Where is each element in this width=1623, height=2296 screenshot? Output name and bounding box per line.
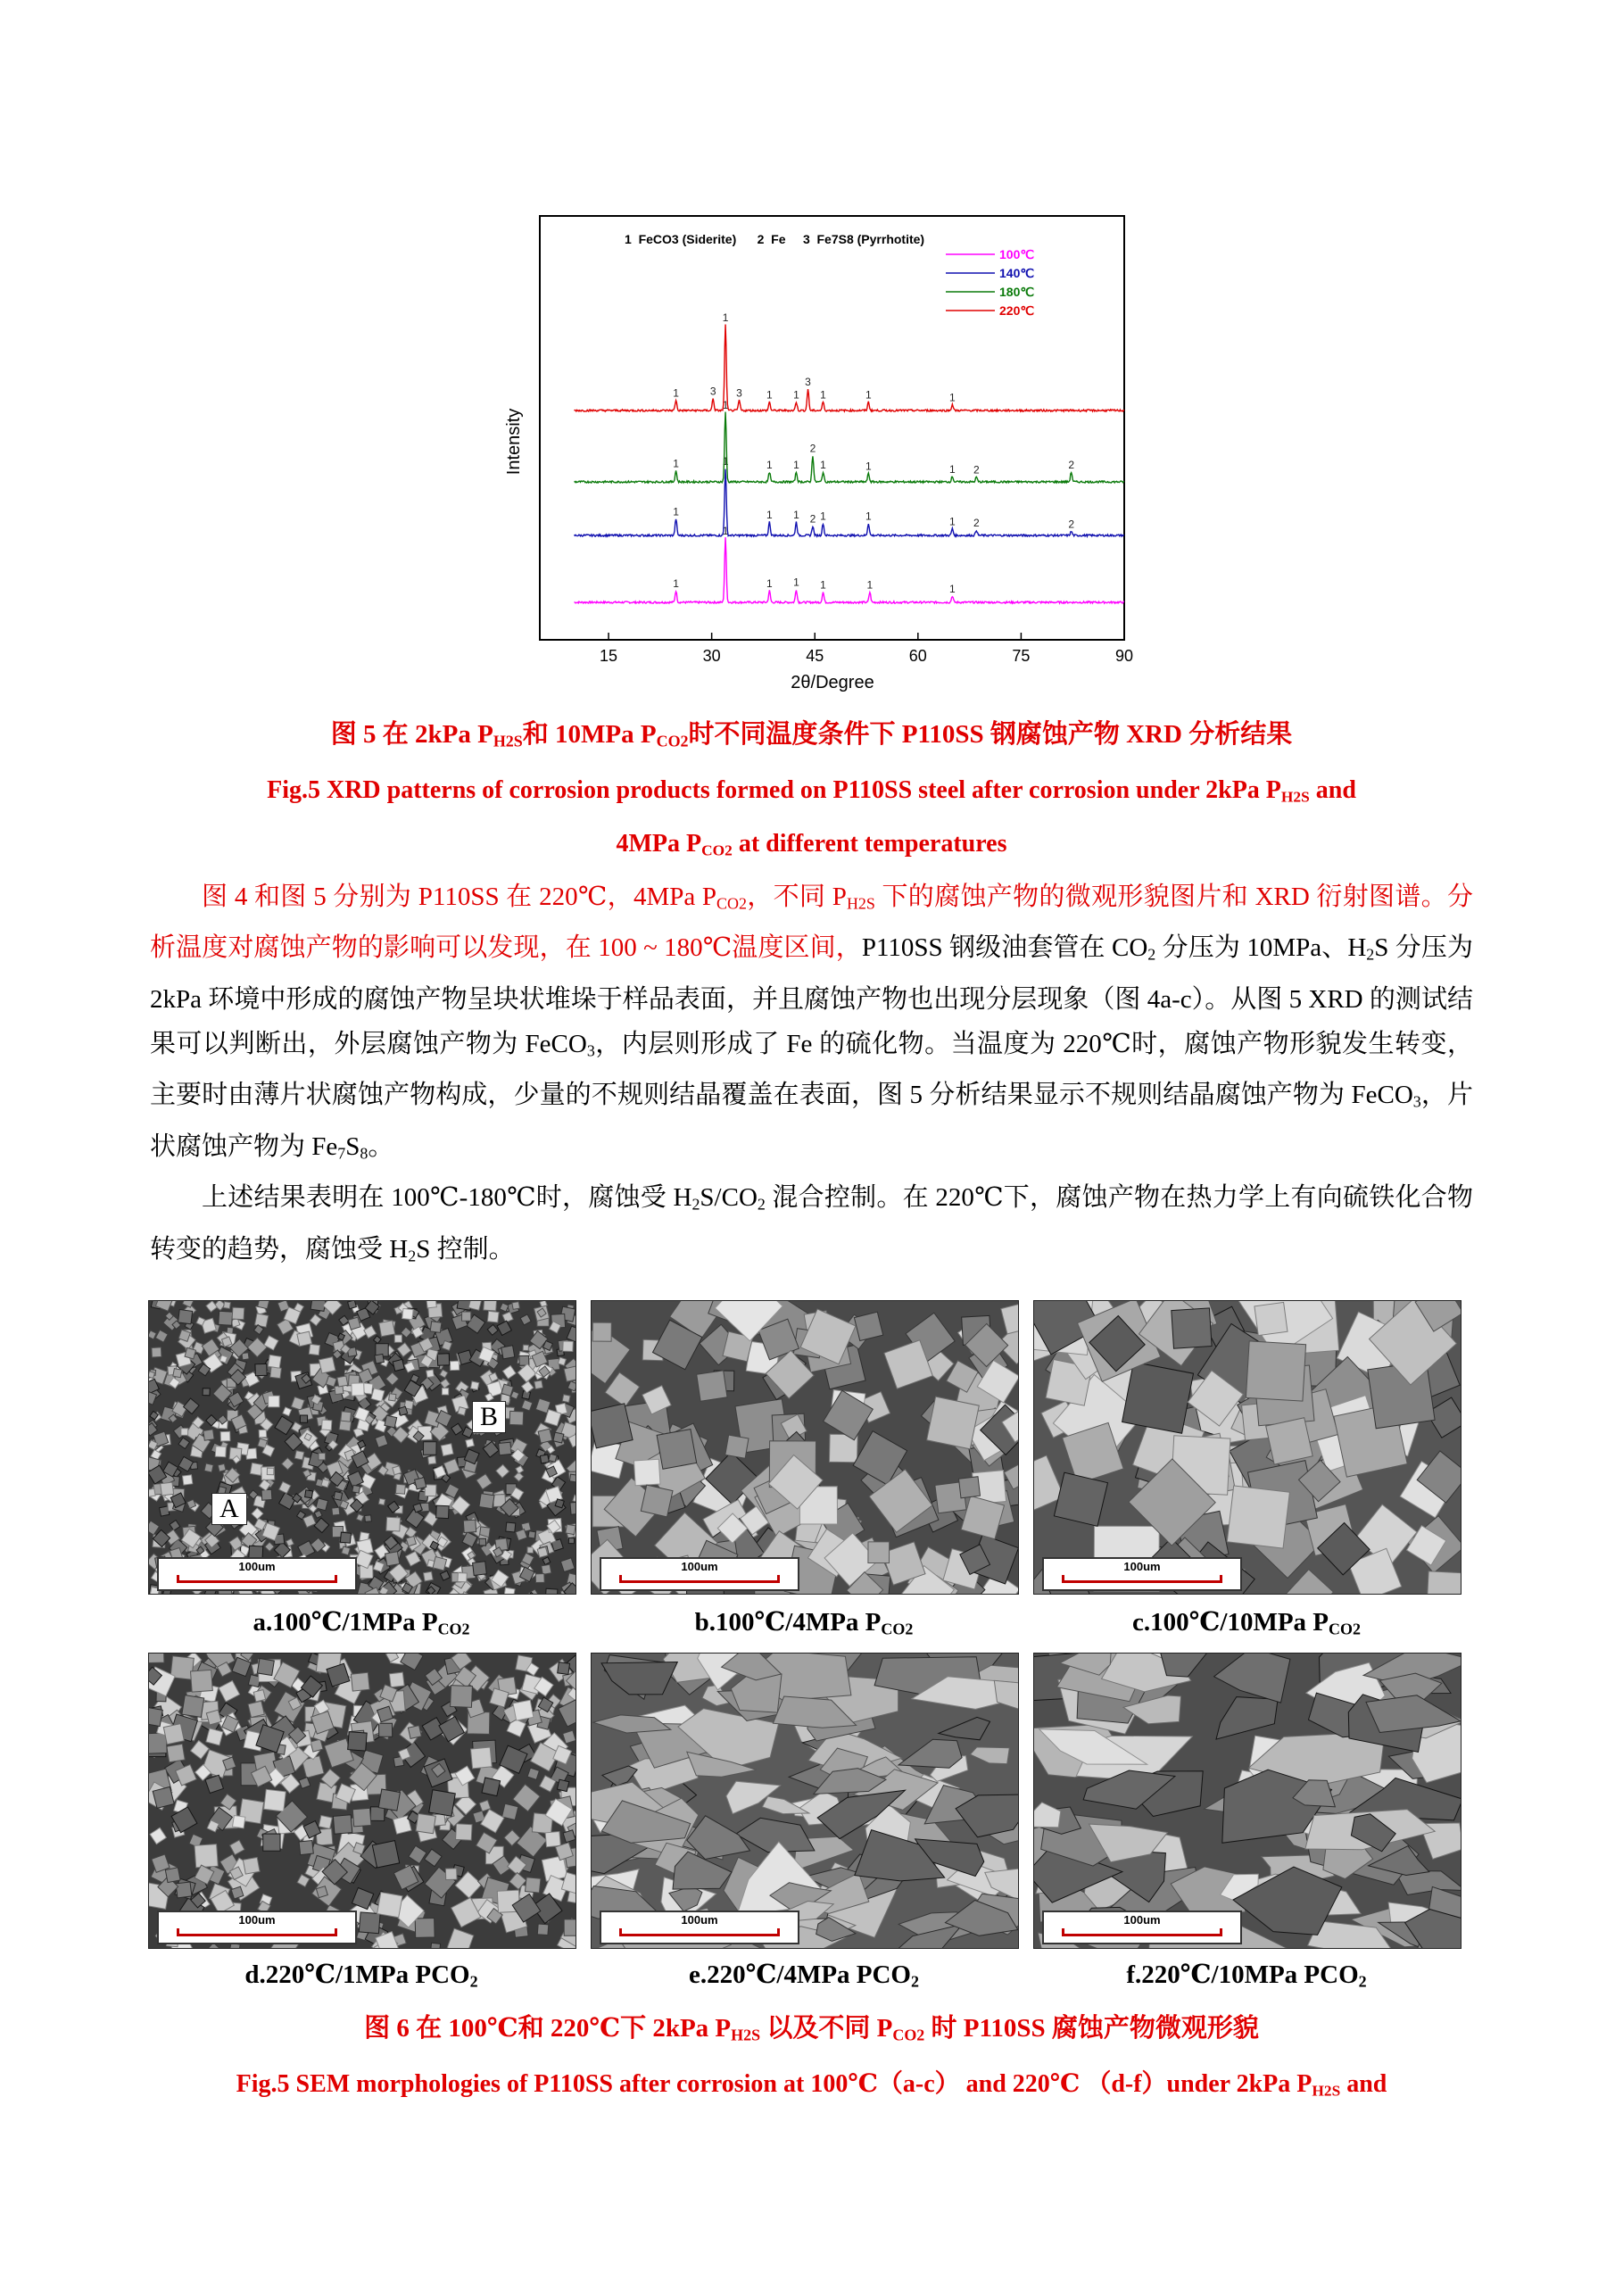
peak-label: 1 <box>793 576 799 589</box>
sem-image-a <box>148 1300 576 1595</box>
sem-image-c <box>1033 1300 1462 1595</box>
sem-label-b: b.100℃/4MPa $P_{CO2}$ <box>694 1608 914 1638</box>
x-tick-label: 60 <box>908 647 927 665</box>
peak-label: 2 <box>973 517 980 529</box>
peak-label: 2 <box>809 512 816 526</box>
scale-bar: 100um <box>1042 1911 1242 1944</box>
peak-label: 3 <box>709 385 716 398</box>
peak-label: 1 <box>866 578 874 592</box>
peak-label: 1 <box>673 386 679 400</box>
peak-label: 1 <box>793 459 799 472</box>
phase-key: 1 FeCO3 (Siderite) 2 Fe 3 Fe7S8 (Pyrrhotite) <box>625 232 925 246</box>
peak-label: 1 <box>766 388 773 402</box>
legend-label: 140℃ <box>999 266 1035 280</box>
peak-label: 2 <box>1068 459 1075 472</box>
peak-label: 1 <box>673 505 679 518</box>
peak-label: 1 <box>865 460 872 473</box>
peak-label: 1 <box>722 399 729 411</box>
series-line-2 <box>575 412 1124 484</box>
sem-label-c: c.100℃/10MPa $P_{CO2}$ <box>1132 1608 1361 1638</box>
region-tag-b: B <box>472 1401 506 1433</box>
peak-label: 1 <box>820 388 826 402</box>
peak-label: 1 <box>766 459 773 472</box>
series-line-3 <box>575 325 1124 412</box>
peak-label: 1 <box>793 509 799 521</box>
sem-image-f <box>1033 1653 1462 1949</box>
fig5-caption-en-line1: Fig.5 XRD patterns of corrosion products formed on P110SS steel after corrosion under 2kPa $P_{H2S}$ and <box>267 776 1356 806</box>
sem-label-a: a.100℃/1MPa $P_{CO2}$ <box>253 1608 470 1638</box>
peak-label: 1 <box>949 515 956 528</box>
paragraph-1: 图 4 和图 5 分别为 P110SS 在 220℃，4MPa $P_{CO2}$，不同 $P_{H2S}$ 下的腐蚀产物的微观形貌图片和 XRD 衍射图谱。分析温度对腐蚀产物的影响可以发现，在 100 ~ 180℃温度区间，P110SS 钢级油套管在 $CO_2$ 分压为 10MPa、$H_2S$ 分压为 2kPa 环境中形成的腐蚀产物呈块状堆垛于样品表面，并且腐蚀产物也出现分层现象（图 4a-c）。从图 5 XRD 的测试结果可以判断出，外层腐蚀产物为 FeCO$_3$，内层则形成了 Fe 的硫化物。当温度为 220℃时，腐蚀产物形貌发生转变，主要时由薄片状腐蚀产物构成，少量的不规则结晶覆盖在表面，图 5 分析结果显示不规则结晶腐蚀产物为 FeCO$_3$，片状腐蚀产物为 $Fe_7S_8$。 <box>150 883 1473 1163</box>
xrd-figure <box>482 210 1142 709</box>
scale-bar: 100um <box>1042 1557 1242 1591</box>
fig5-caption-zh: 图 5 在 2kPa $P_{H2S}$和 10MPa $P_{CO2}$时不同温度条件下 P110SS 钢腐蚀产物 XRD 分析结果 <box>330 720 1293 750</box>
fig6-caption-zh: 图 6 在 100℃和 220℃下 2kPa $P_{H2S}$ 以及不同 $P_{CO2}$ 时 P110SS 腐蚀产物微观形貌 <box>364 2014 1259 2044</box>
peak-label: 1 <box>722 525 729 537</box>
peak-label: 1 <box>722 455 729 468</box>
peak-label: 1 <box>766 577 773 591</box>
peak-label: 1 <box>820 459 826 472</box>
fig5-caption-en-line2: 4MPa $P_{CO2}$ at different temperatures <box>616 830 1007 859</box>
scale-bar: 100um <box>600 1557 799 1591</box>
sem-label-e: e.220℃/4MPa $PCO_2$ <box>689 1960 919 1991</box>
sem-image-d <box>148 1653 576 1949</box>
peak-label: 1 <box>865 388 872 402</box>
legend-label: 220℃ <box>999 303 1035 318</box>
peak-label: 1 <box>820 510 826 523</box>
peak-label: 1 <box>722 311 729 324</box>
peak-label: 1 <box>949 391 956 404</box>
y-axis-label: Intensity <box>504 408 524 476</box>
sem-image-e <box>591 1653 1019 1949</box>
sem-image-b <box>591 1300 1019 1595</box>
sem-label-d: d.220℃/1MPa $PCO_2$ <box>244 1960 478 1991</box>
scale-bar: 100um <box>157 1557 357 1591</box>
region-tag-a: A <box>211 1493 247 1525</box>
series-line-1 <box>575 469 1124 536</box>
paragraph-2: 上述结果表明在 100℃-180℃时，腐蚀受 $H_2S/CO_2$ 混合控制。在 220℃下，腐蚀产物在热力学上有向硫铁化合物转变的趋势，腐蚀受 $H_2S$ 控制。 <box>150 1183 1473 1265</box>
peak-label: 1 <box>820 578 826 592</box>
peak-label: 1 <box>673 457 679 470</box>
peak-label: 1 <box>865 510 872 523</box>
xrd-chart <box>482 210 1142 709</box>
x-tick-label: 15 <box>600 647 618 665</box>
scale-bar: 100um <box>600 1911 799 1944</box>
x-tick-label: 90 <box>1114 647 1134 665</box>
sem-label-f: f.220℃/10MPa $PCO_2$ <box>1126 1960 1367 1991</box>
scale-bar: 100um <box>157 1911 357 1944</box>
fig6-caption-en: Fig.5 SEM morphologies of P110SS after corrosion at 100℃（a-c） and 220℃ （d-f）under 2kPa $P_{H2S}$ and <box>236 2070 1387 2100</box>
peak-label: 1 <box>949 462 956 476</box>
peak-label: 2 <box>809 442 816 455</box>
legend-label: 100℃ <box>999 247 1035 261</box>
x-tick-label: 45 <box>806 647 824 665</box>
peak-label: 2 <box>973 463 980 477</box>
x-tick-label: 75 <box>1012 647 1031 665</box>
peak-label: 1 <box>766 509 773 521</box>
peak-label: 1 <box>673 577 679 591</box>
peak-label: 3 <box>736 386 742 400</box>
chart-legend <box>946 247 1034 318</box>
peak-label: 3 <box>805 376 811 388</box>
legend-label: 180℃ <box>999 285 1035 299</box>
series-line-0 <box>575 537 1124 603</box>
peak-label: 1 <box>793 388 799 402</box>
x-tick-label: 30 <box>702 647 721 665</box>
x-axis-label: 2θ/Degree <box>791 673 874 692</box>
peak-label: 2 <box>1068 518 1075 531</box>
plot-frame <box>540 216 1124 640</box>
body-text <box>150 874 1473 1278</box>
peak-label: 1 <box>949 582 956 595</box>
